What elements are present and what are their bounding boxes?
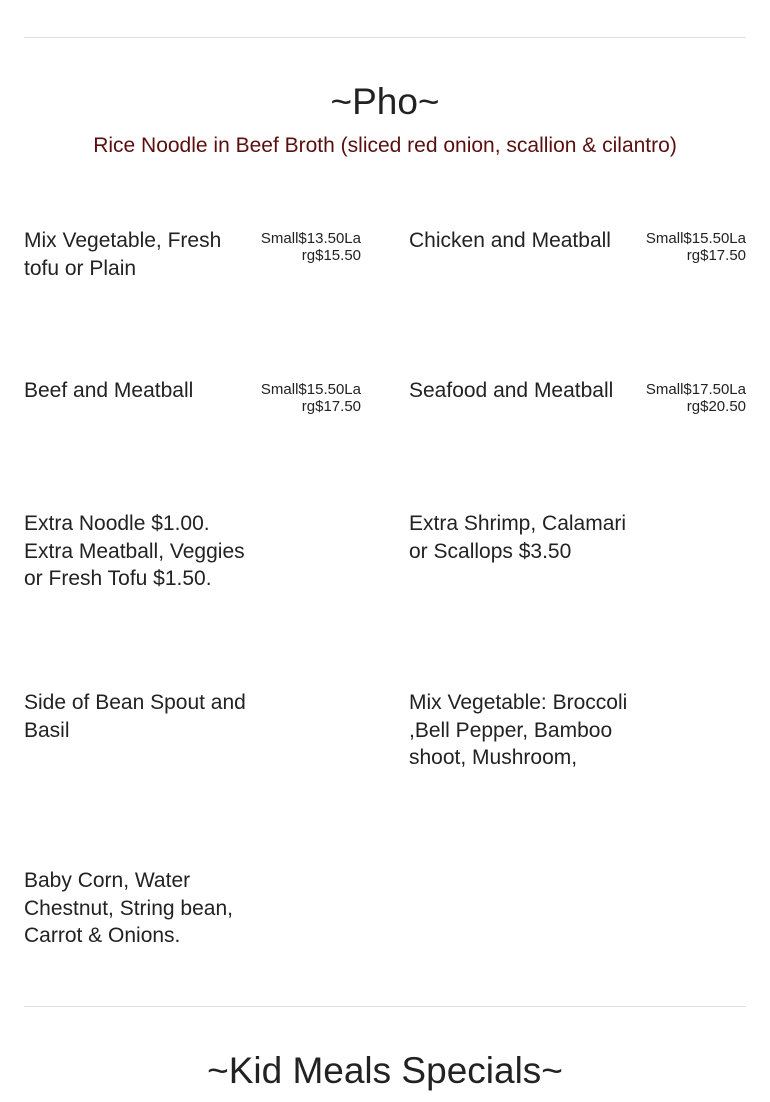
menu-item-name: Mix Vegetable, Fresh tofu or Plain	[24, 229, 222, 280]
pho-section-title: ~Pho~	[330, 81, 440, 122]
menu-item-price: Small$15.50Larg$17.50	[260, 381, 361, 415]
top-divider	[24, 37, 746, 38]
menu-item-price: Small$17.50Larg$20.50	[645, 381, 746, 415]
kid-meals-section-title: ~Kid Meals Specials~	[207, 1050, 563, 1091]
menu-item-name: Beef and Meatball	[24, 379, 194, 402]
menu-item-name: Chicken and Meatball	[409, 229, 611, 252]
menu-item-price: Small$15.50Larg$17.50	[645, 230, 746, 264]
menu-item-name: Mix Vegetable: Broccoli ,Bell Pepper, Bamboo shoot, Mushroom,	[409, 691, 628, 769]
menu-item-name: Extra Noodle $1.00. Extra Meatball, Veggies or Fresh Tofu $1.50.	[24, 512, 245, 590]
menu-item-name: Extra Shrimp, Calamari or Scallops $3.50	[409, 512, 627, 563]
menu-item-price: Small$13.50Larg$15.50	[260, 230, 361, 264]
pho-section-subtitle: Rice Noodle in Beef Broth (sliced red onion, scallion & cilantro)	[93, 134, 677, 157]
menu-item-name: Baby Corn, Water Chestnut, String bean, Carrot & Onions.	[24, 869, 233, 947]
menu-item-name: Seafood and Meatball	[409, 379, 614, 402]
section-divider	[24, 1006, 746, 1007]
menu-item-name: Side of Bean Spout and Basil	[24, 691, 246, 742]
